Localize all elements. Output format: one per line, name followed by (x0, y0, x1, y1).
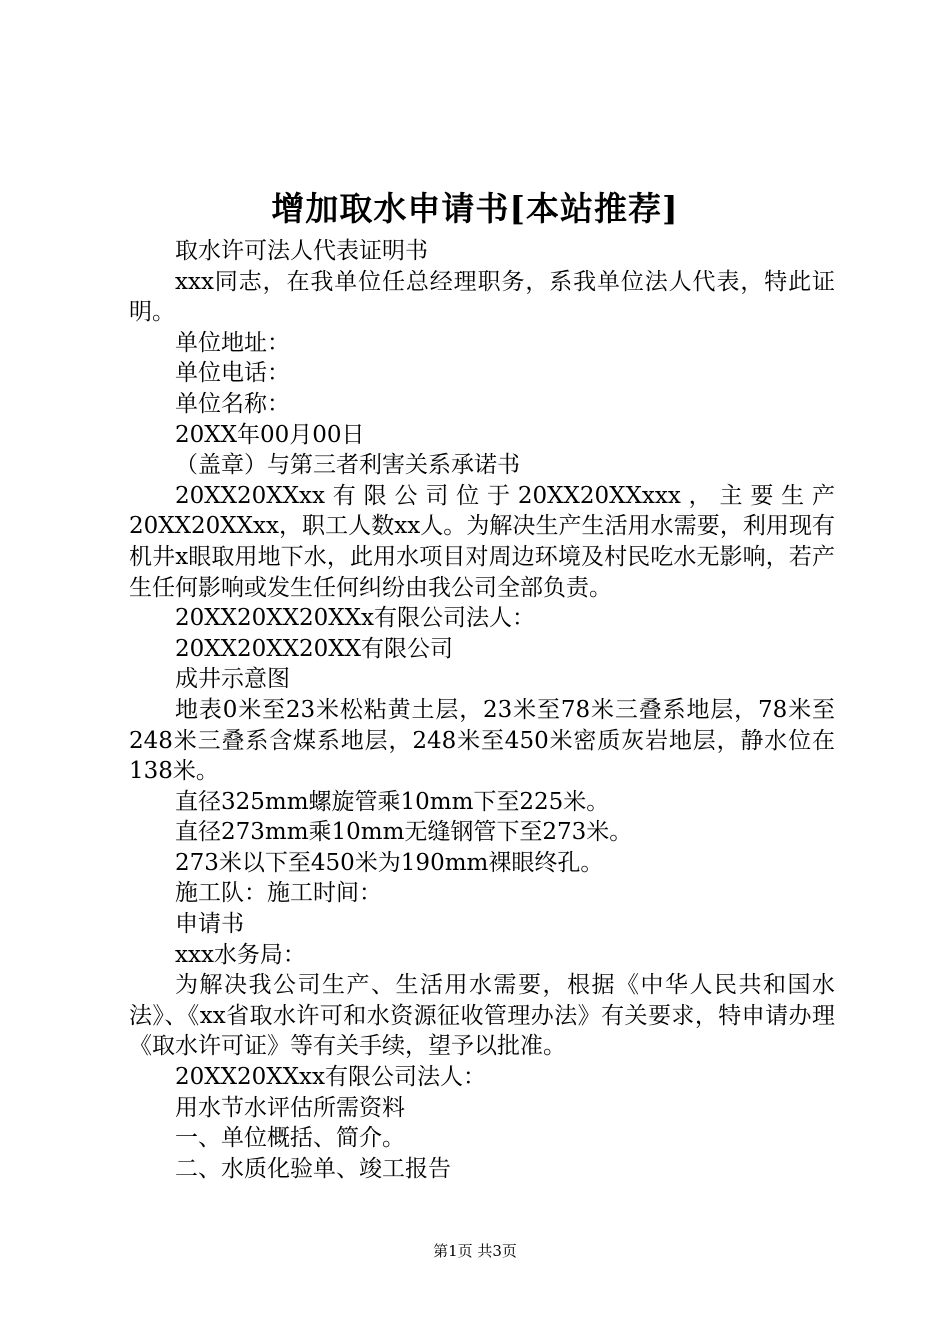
paragraph: 一、单位概括、简介。 (175, 1125, 405, 1152)
paragraph: xxx水务局： (175, 941, 306, 968)
paragraph: 20XX20XX20XXx有限公司法人： (175, 605, 536, 632)
paragraph: 取水许可法人代表证明书 (175, 238, 428, 264)
paragraph: 申请书 (175, 911, 244, 938)
paragraph: 地表0米至23米松粘黄土层，23米至78米三叠系地层，78米至248米三叠系含煤系地层，248米至450米密质灰岩地层，静水位在138米。 (129, 696, 835, 785)
paragraph: 20XX20XXxx有限公司法人： (175, 1064, 486, 1091)
paragraph: xxx同志，在我单位任总经理职务，系我单位法人代表，特此证明。 (129, 268, 835, 326)
paragraph: 20XX年00月00日 (175, 421, 365, 448)
paragraph: 直径325mm螺旋管乘10mm下至225米。 (175, 788, 610, 815)
paragraph: 单位电话： (175, 360, 290, 387)
page-number-footer: 第1页 共3页 (433, 1242, 517, 1260)
paragraph: 用水节水评估所需资料 (175, 1094, 405, 1121)
paragraph: 为解决我公司生产、生活用水需要，根据《中华人民共和国水法》、《xx省取水许可和水资源征收管理办法》有关要求，特申请办理《取水许可证》等有关手续，望予以批准。 (129, 972, 835, 1060)
paragraph: 成井示意图 (175, 666, 290, 693)
paragraph: 二、水质化验单、竣工报告 (175, 1155, 451, 1182)
paragraph: 施工队：施工时间： (175, 880, 382, 907)
document-body (129, 236, 835, 1184)
paragraph: 20XX20XX20XX有限公司 (175, 635, 454, 662)
document-title: 增加取水申请书[本站推荐] (271, 189, 679, 228)
paragraph: 单位名称： (175, 390, 290, 417)
paragraph: 273米以下至450米为190mm裸眼终孔。 (175, 849, 604, 876)
paragraph: 单位地址： (175, 329, 290, 356)
paragraph: 20XX20XXxx有限公司位于20XX20XXxxx，主要生产20XX20XXxx，职工人数xx人。为解决生产生活用水需要，利用现有机井x眼取用地下水，此用水项目对周边环境及村民吃水无影响，若产生任何影响或发生任何纠纷由我公司全部负责。 (129, 482, 835, 601)
paragraph: （盖章）与第三者利害关系承诺书 (175, 452, 520, 479)
paragraph: 直径273mm乘10mm无缝钢管下至273米。 (175, 819, 633, 846)
